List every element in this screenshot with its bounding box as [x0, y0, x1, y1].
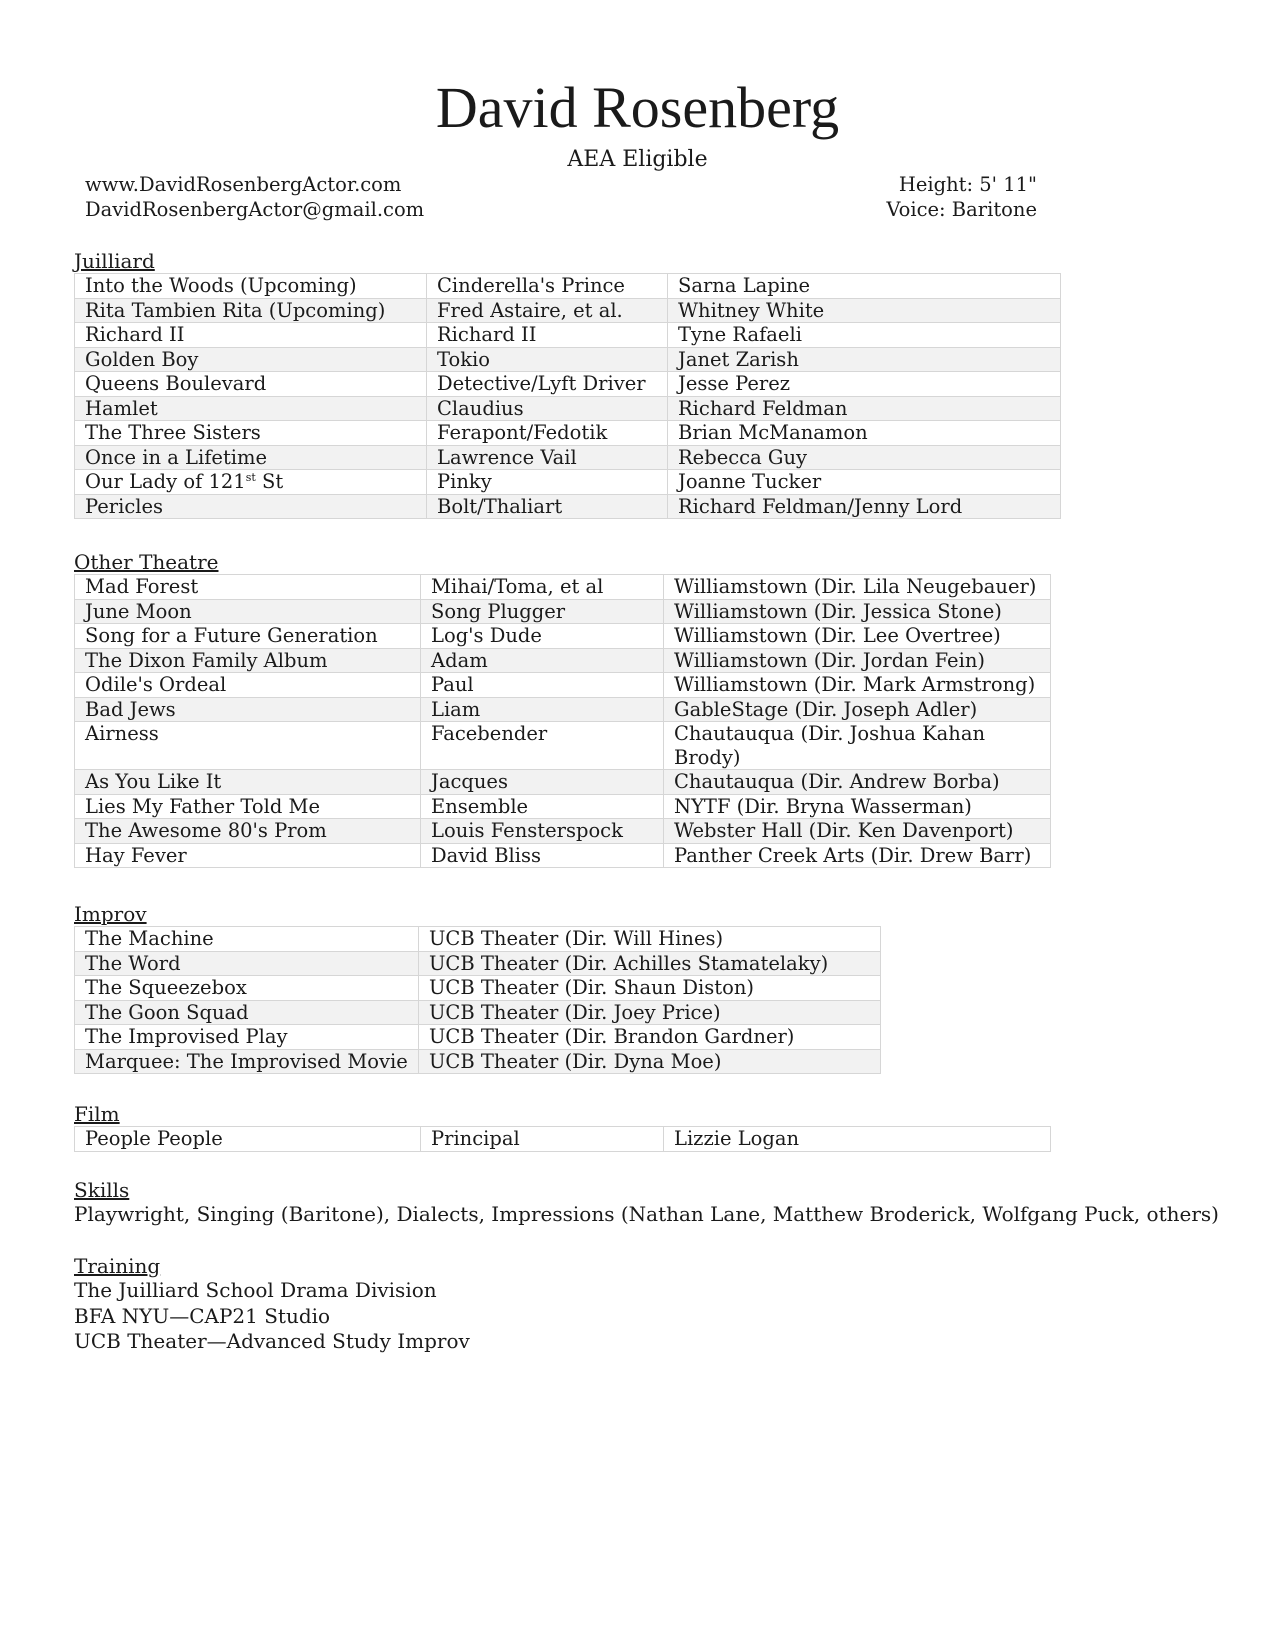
credit-cell: Chautauqua (Dir. Andrew Borba) — [664, 770, 1051, 795]
credit-cell: Fred Astaire, et al. — [427, 298, 668, 323]
credit-cell: Joanne Tucker — [668, 470, 1061, 495]
credit-cell: Hay Fever — [75, 843, 421, 868]
credit-cell: Song for a Future Generation — [75, 624, 421, 649]
credit-cell: Tyne Rafaeli — [668, 323, 1061, 348]
credit-cell: Detective/Lyft Driver — [427, 372, 668, 397]
credit-row — [75, 951, 881, 976]
credit-cell: Brian McManamon — [668, 421, 1061, 446]
improv-credits-table — [74, 926, 881, 1074]
credit-cell: UCB Theater (Dir. Brandon Gardner) — [419, 1025, 881, 1050]
credit-row — [75, 927, 881, 952]
credit-cell: Once in a Lifetime — [75, 445, 427, 470]
credit-cell: Hamlet — [75, 396, 427, 421]
credit-row — [75, 323, 1061, 348]
credit-cell: Jesse Perez — [668, 372, 1061, 397]
section-heading: Other Theatre — [74, 550, 219, 574]
other-theatre-credits-table — [74, 574, 1051, 868]
credit-cell: Rebecca Guy — [668, 445, 1061, 470]
credit-cell: Williamstown (Dir. Lila Neugebauer) — [664, 575, 1051, 600]
credit-cell: Ferapont/Fedotik — [427, 421, 668, 446]
credit-cell: Paul — [421, 673, 664, 698]
credit-row — [75, 794, 1051, 819]
contact-info — [85, 172, 424, 222]
credit-row — [75, 575, 1051, 600]
credit-cell: Ensemble — [421, 794, 664, 819]
ordinal-suffix: st — [245, 471, 256, 484]
credit-row — [75, 599, 1051, 624]
credit-cell: Pericles — [75, 494, 427, 519]
credit-cell: Pinky — [427, 470, 668, 495]
credit-cell: Principal — [421, 1127, 664, 1152]
credit-row — [75, 274, 1061, 299]
credit-cell: Cinderella's Prince — [427, 274, 668, 299]
training-item: The Juilliard School Drama Division — [74, 1278, 437, 1302]
credit-cell: The Machine — [75, 927, 419, 952]
credit-cell: Williamstown (Dir. Lee Overtree) — [664, 624, 1051, 649]
height-text: Height: 5' 11" — [898, 173, 1037, 196]
email-link[interactable]: DavidRosenbergActor@gmail.com — [85, 198, 425, 221]
credit-cell: Jacques — [421, 770, 664, 795]
credit-cell: UCB Theater (Dir. Will Hines) — [419, 927, 881, 952]
credit-cell: Richard Feldman — [668, 396, 1061, 421]
actor-name: David Rosenberg — [435, 75, 840, 140]
training-item: BFA NYU—CAP21 Studio — [74, 1303, 331, 1328]
credit-row — [75, 396, 1061, 421]
credit-cell: Into the Woods (Upcoming) — [75, 274, 427, 299]
union-status: AEA Eligible — [567, 147, 708, 172]
credit-row — [75, 372, 1061, 397]
credit-cell: Marquee: The Improvised Movie — [75, 1049, 419, 1074]
section-heading: Skills — [74, 1178, 130, 1202]
credit-row — [75, 445, 1061, 470]
credit-cell: Richard Feldman/Jenny Lord — [668, 494, 1061, 519]
credit-row — [75, 1049, 881, 1074]
credit-row — [75, 494, 1061, 519]
credit-cell: People People — [75, 1127, 421, 1152]
credit-cell: The Three Sisters — [75, 421, 427, 446]
credit-cell: Webster Hall (Dir. Ken Davenport) — [664, 819, 1051, 844]
credit-cell: Louis Fensterspock — [421, 819, 664, 844]
credit-cell: UCB Theater (Dir. Achilles Stamatelaky) — [419, 951, 881, 976]
credit-cell: Queens Boulevard — [75, 372, 427, 397]
physical-stats — [886, 172, 1037, 222]
credit-cell: Panther Creek Arts (Dir. Drew Barr) — [664, 843, 1051, 868]
credit-cell: Our Lady of 121st St — [75, 470, 427, 495]
credit-cell: UCB Theater (Dir. Shaun Diston) — [419, 976, 881, 1001]
section-film — [74, 1102, 1051, 1152]
credit-cell: Rita Tambien Rita (Upcoming) — [75, 298, 427, 323]
credit-cell: David Bliss — [421, 843, 664, 868]
credit-cell: Claudius — [427, 396, 668, 421]
credit-row — [75, 1000, 881, 1025]
credit-row — [75, 673, 1051, 698]
credit-cell: Whitney White — [668, 298, 1061, 323]
credit-cell: Williamstown (Dir. Jessica Stone) — [664, 599, 1051, 624]
credit-cell: Mihai/Toma, et al — [421, 575, 664, 600]
credit-row — [75, 298, 1061, 323]
credit-row — [75, 421, 1061, 446]
credit-row — [75, 819, 1051, 844]
credit-cell: Facebender — [421, 722, 664, 770]
credit-cell: Lawrence Vail — [427, 445, 668, 470]
credit-row — [75, 722, 1051, 770]
training-item: UCB Theater—Advanced Study Improv — [74, 1329, 470, 1353]
film-credits-table — [74, 1126, 1051, 1152]
credit-cell: Adam — [421, 648, 664, 673]
credit-row — [75, 347, 1061, 372]
section-other-theatre — [74, 550, 1051, 868]
credit-cell: Lies My Father Told Me — [75, 794, 421, 819]
credit-row — [75, 648, 1051, 673]
credit-cell: Song Plugger — [421, 599, 664, 624]
credit-cell: The Squeezebox — [75, 976, 419, 1001]
credit-cell: Airness — [75, 722, 421, 770]
credit-cell: The Goon Squad — [75, 1000, 419, 1025]
credit-cell: Janet Zarish — [668, 347, 1061, 372]
credit-cell: June Moon — [75, 599, 421, 624]
juilliard-credits-table — [74, 273, 1061, 519]
credit-row — [75, 770, 1051, 795]
section-heading: Training — [74, 1254, 161, 1278]
credit-row — [75, 976, 881, 1001]
credit-cell: The Awesome 80's Prom — [75, 819, 421, 844]
credit-cell: GableStage (Dir. Joseph Adler) — [664, 697, 1051, 722]
section-heading: Improv — [74, 902, 147, 926]
credit-cell: The Dixon Family Album — [75, 648, 421, 673]
credit-cell: Tokio — [427, 347, 668, 372]
credit-cell: Mad Forest — [75, 575, 421, 600]
credit-cell: The Word — [75, 951, 419, 976]
credit-cell: As You Like It — [75, 770, 421, 795]
credit-cell: Sarna Lapine — [668, 274, 1061, 299]
credit-row — [75, 697, 1051, 722]
credit-cell: Log's Dude — [421, 624, 664, 649]
credit-cell: Williamstown (Dir. Jordan Fein) — [664, 648, 1051, 673]
credit-cell: Richard II — [427, 323, 668, 348]
skills-text: Playwright, Singing (Baritone), Dialects, Impressions (Nathan Lane, Matthew Broderick, Wolfgang Puck, others) — [74, 1202, 1219, 1226]
section-juilliard — [74, 249, 1061, 519]
credit-cell: Williamstown (Dir. Mark Armstrong) — [664, 673, 1051, 698]
section-heading: Juilliard — [74, 249, 155, 273]
credit-cell: Odile's Ordeal — [75, 673, 421, 698]
credit-cell: Richard II — [75, 323, 427, 348]
credit-row — [75, 624, 1051, 649]
credit-cell: Chautauqua (Dir. Joshua Kahan Brody) — [664, 722, 1051, 770]
training-list — [74, 1278, 470, 1355]
website-link[interactable]: www.DavidRosenbergActor.com — [85, 173, 402, 196]
credit-cell: UCB Theater (Dir. Dyna Moe) — [419, 1049, 881, 1074]
credit-row — [75, 843, 1051, 868]
section-heading: Film — [74, 1102, 120, 1126]
section-training — [74, 1254, 470, 1355]
credit-row — [75, 470, 1061, 495]
section-skills — [74, 1178, 1219, 1228]
credit-cell: Lizzie Logan — [664, 1127, 1051, 1152]
credit-cell: The Improvised Play — [75, 1025, 419, 1050]
credit-cell: UCB Theater (Dir. Joey Price) — [419, 1000, 881, 1025]
credit-cell: Bolt/Thaliart — [427, 494, 668, 519]
credit-cell: NYTF (Dir. Bryna Wasserman) — [664, 794, 1051, 819]
voice-text: Voice: Baritone — [886, 198, 1037, 221]
credit-row — [75, 1025, 881, 1050]
credit-cell: Liam — [421, 697, 664, 722]
section-improv — [74, 902, 881, 1074]
credit-cell: Golden Boy — [75, 347, 427, 372]
credit-cell: Bad Jews — [75, 697, 421, 722]
credit-row — [75, 1127, 1051, 1152]
